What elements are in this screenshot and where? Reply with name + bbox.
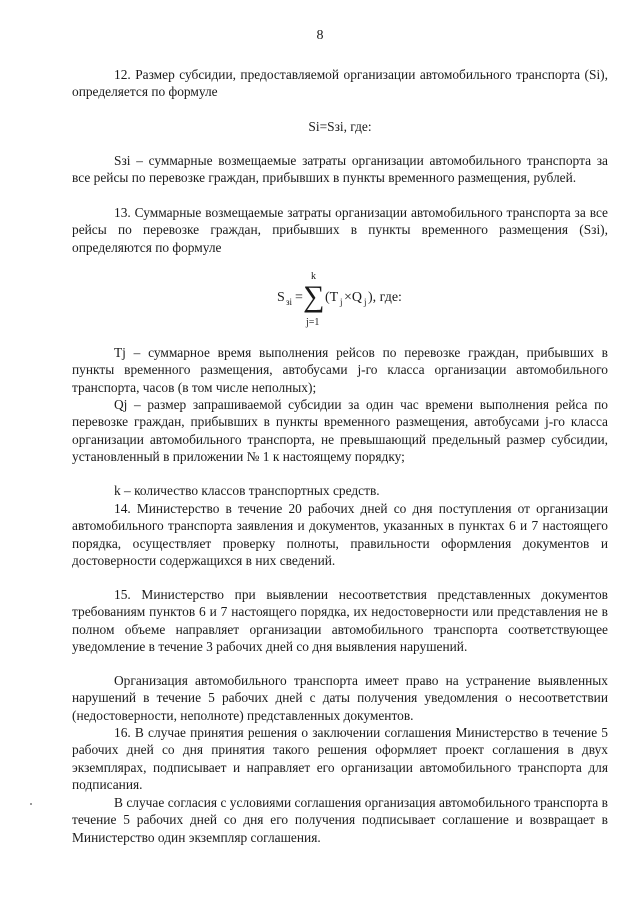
paragraph-16: 16. В случае принятия решения о заключении соглашения Министерство в течение 5 рабочих дней со дня принятия такого решения оформляет проект соглашения в двух экземплярах, подписывает и направляет его организации автомобильного транспорта для подписания. — [72, 725, 608, 793]
formula-lower-limit: j=1 — [306, 317, 320, 328]
formula-t: (T — [325, 290, 339, 305]
formula-t-sub: j — [340, 297, 343, 307]
formula-q-sub: j — [364, 297, 367, 307]
paragraph-13: 13. Суммарные возмещаемые затраты организации автомобильного транспорта за все рейсы по перевозке граждан, прибывших в пункты временного размещения (Sзi), определяются по формуле — [72, 205, 608, 255]
paragraph-16-continued: В случае согласия с условиями соглашения организация автомобильного транспорта в течение 5 рабочих дней со дня его получения подписывает соглашение и возвращает в Министерство один экземпляр соглашения. — [72, 795, 608, 845]
formula-si: Si=Sзi, где: — [308, 119, 372, 134]
formula-q: ×Q — [344, 290, 363, 305]
page-number: 8 — [316, 28, 324, 43]
scan-dot — [30, 803, 32, 805]
formula-tail: ), где: — [368, 290, 402, 305]
formula-lhs: S — [277, 290, 285, 305]
definition-tj: Tj – суммарное время выполнения рейсов по перевозке граждан, прибывших в пункты временного размещения, автобусами j-го класса организации автомобильного транспорта, часов (в том числе неполных); — [72, 345, 608, 395]
formula-sigma: ∑ — [303, 280, 325, 313]
definition-qj: Qj – размер запрашиваемой субсидии за один час времени выполнения рейса по перевозке граждан, прибывших в пункты временного размещения, автобусами j-го класса организации автомобильного транспорта, не превышающий предельный размер субсидии, установленный в приложении № 1 к настоящему порядку; — [72, 397, 608, 465]
paragraph-15-continued: Организация автомобильного транспорта имеет право на устранение выявленных нарушений в течение 5 рабочих дней с даты получения уведомления о несоответствии (недостоверности, неполноте) представленных документов. — [72, 673, 608, 723]
paragraph-12: 12. Размер субсидии, предоставляемой организации автомобильного транспорта (Si), определяется по формуле — [72, 67, 608, 100]
paragraph-14: 14. Министерство в течение 20 рабочих дней со дня поступления от организации автомобильного транспорта заявления и документов, указанных в пунктах 6 и 7 настоящего порядка, осуществляет проверку полноты, правильности оформления документов и достоверности содержащихся в них сведений. — [72, 501, 608, 569]
formula-upper-limit: k — [311, 271, 316, 282]
paragraph-15: 15. Министерство при выявлении несоответствия представленных документов требованиям пунктов 6 и 7 настоящего порядка, их недостоверности или представления не в полном объеме направляет организации автомобильного транспорта соответствующее уведомление в течение 3 рабочих дней со дня выявления нарушений. — [72, 587, 608, 655]
formula-eq: = — [295, 290, 303, 305]
formula-lhs-sub: зi — [286, 297, 293, 307]
formula-sum — [0, 270, 640, 328]
definition-k: k – количество классов транспортных средств. — [114, 483, 380, 498]
definition-sz: Sзi – суммарные возмещаемые затраты организации автомобильного транспорта за все рейсы по перевозке граждан, прибывших в пункты временного размещения, рублей. — [72, 153, 608, 186]
